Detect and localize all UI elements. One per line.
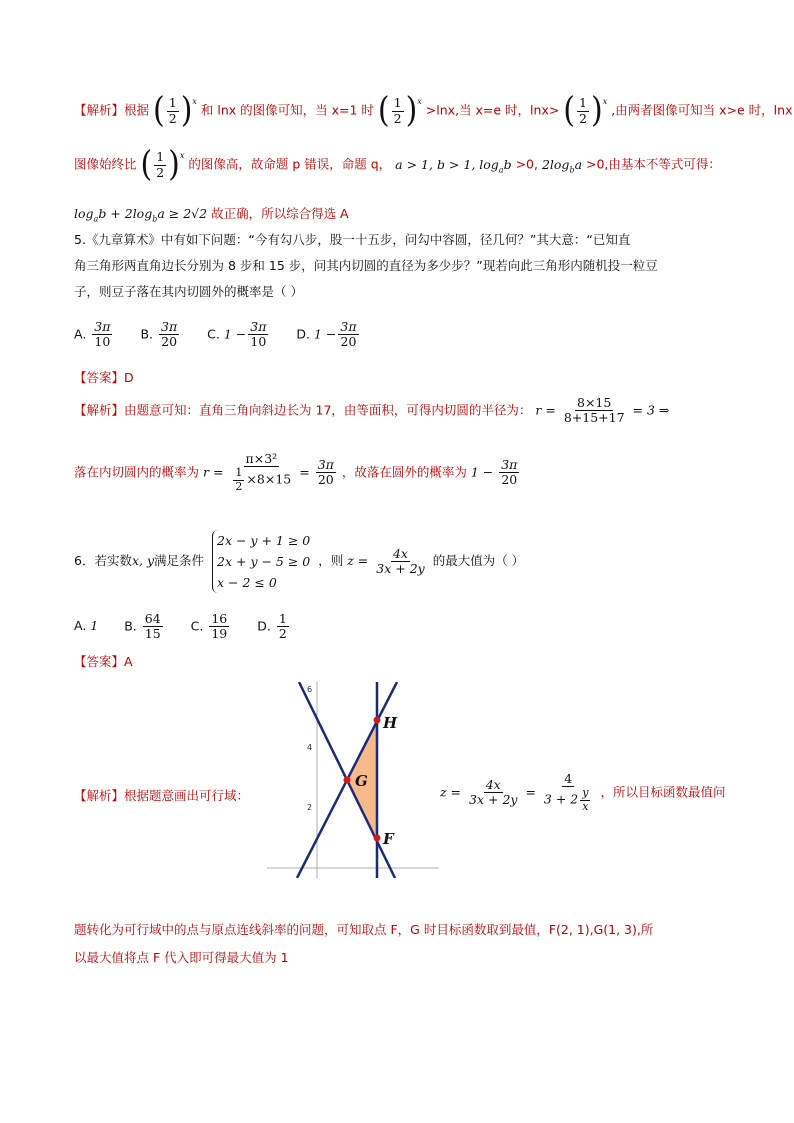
fraction: $\frac{3\pi}{20}$ xyxy=(501,456,518,488)
q6-stem xyxy=(74,530,524,593)
q6-answer xyxy=(74,652,133,670)
text: >lnx,当 x=e 时，lnx> xyxy=(425,102,560,118)
math-expr: r = xyxy=(535,402,556,418)
q6-objective-transform xyxy=(440,772,725,814)
half-power-x: ( $\frac{1}{2}$ ) x xyxy=(563,90,608,131)
text: >0,由基本不等式可得： xyxy=(582,156,721,172)
q5-solution-2 xyxy=(74,452,521,494)
q5-options xyxy=(74,320,383,350)
q5-solution-1 xyxy=(74,396,669,426)
y-tick-4: 4 xyxy=(307,743,313,752)
math-expr: 1 − xyxy=(470,464,494,480)
answer-tag: 【答案】 xyxy=(74,370,125,385)
q6-option-a[interactable]: A. 1 xyxy=(74,618,99,634)
text: ，所以目标函数最值问 xyxy=(600,784,726,800)
solution-line-3 xyxy=(74,204,349,224)
label-h: H xyxy=(383,714,398,732)
math-expr: $2\log_ba$ xyxy=(541,156,583,174)
q5-option-b[interactable]: B. $\frac{3\pi}{20}$ xyxy=(140,319,178,350)
answer-value: D xyxy=(124,370,134,385)
text: 图像始终比 xyxy=(74,156,137,172)
half-power-x: ( $\frac{1}{2}$ ) x xyxy=(140,144,185,185)
math-expr: = 3 ⇒ xyxy=(632,402,670,418)
math-expr: $\log_ab + 2\log_ba \ge 2√2$ xyxy=(74,206,208,224)
text: 的最大值为（ ） xyxy=(432,553,525,568)
math-expr: r = xyxy=(203,464,224,480)
q5-stem-1: 5.《九章算术》中有如下问题：“今有勾八步，股一十五步，问勾中容圆，径几何？”其大意：“已知直 xyxy=(74,232,631,247)
text: ，则 xyxy=(318,553,344,568)
text: 6．若实数 xyxy=(74,553,132,568)
solution-tag: 【解析】 xyxy=(74,788,125,803)
fraction: $\frac{4x}{3x + 2y}$ xyxy=(469,776,518,808)
solution-tag: 【解析】 xyxy=(74,402,125,418)
text: 根据 xyxy=(124,102,150,118)
text: 和 lnx 的图像可知，当 x=1 时 xyxy=(200,102,374,118)
math-expr: = xyxy=(299,464,310,480)
feasible-region-graph xyxy=(267,682,439,878)
q6-option-d[interactable]: D. $\frac{1}{2}$ xyxy=(257,611,287,642)
half-power-x: ( $\frac{1}{2}$ ) x xyxy=(377,90,422,131)
q6-solution-3: 题转化为可行域中的点与原点连线斜率的问题，可知取点 F，G 时目标函数取到最值，F(2, 1),G(1, 3),所 xyxy=(74,922,654,937)
answer-value: A xyxy=(124,654,133,669)
q5-option-c[interactable]: C. 1 − $\frac{3\pi}{10}$ xyxy=(207,319,267,350)
text: 落在内切圆内的概率为 xyxy=(74,464,200,480)
fraction: 4 3 + 2 $\frac{y}{x}$ xyxy=(543,771,589,814)
point-h xyxy=(374,717,381,724)
point-f xyxy=(374,835,381,842)
q5-option-d[interactable]: D. 1 − $\frac{3\pi}{20}$ xyxy=(296,319,357,350)
y-tick-6: 6 xyxy=(307,685,313,694)
q6-option-c[interactable]: C. $\frac{16}{19}$ xyxy=(190,611,228,642)
solution-tag: 【解析】 xyxy=(74,102,125,118)
q5-answer xyxy=(74,368,134,386)
math-expr: z = xyxy=(347,553,369,568)
q6-solution-1 xyxy=(74,786,249,804)
text: ,由两者图像可知当 x>e 时，lnx xyxy=(611,102,793,118)
fraction: $\frac{3\pi}{20}$ xyxy=(317,456,334,488)
q5-stem-2: 角三角形两直角边长分别为 8 步和 15 步，问其内切圆的直径为多少步？”现若向此三角形内随机投一粒豆 xyxy=(74,258,658,273)
math-expr: a > 1, b > 1, $\log_ab$ xyxy=(395,156,512,174)
text: ，故落在圆外的概率为 xyxy=(341,464,467,480)
q6-solution-4: 以最大值将点 F 代入即可得最大值为 1 xyxy=(74,950,289,965)
fraction: $\frac{8\times 15}{8+15+17}$ xyxy=(563,395,625,426)
q6-option-b[interactable]: B. $\frac{64}{15}$ xyxy=(124,611,161,642)
half-power-x: ( $\frac{1}{2}$ ) x xyxy=(153,90,197,131)
answer-tag: 【答案】 xyxy=(74,654,125,669)
label-g: G xyxy=(355,772,368,790)
math-expr: z = xyxy=(440,784,462,800)
solution-line-1 xyxy=(74,90,793,131)
q5-option-a[interactable]: A. $\frac{3\pi}{10}$ xyxy=(74,319,111,350)
q5-stem-3: 子，则豆子落在其内切圆外的概率是（ ） xyxy=(74,284,303,299)
text: 故正确，所以综合得选 A xyxy=(211,206,349,221)
label-f: F xyxy=(383,830,394,848)
text: 由题意可知：直角三角向斜边长为 17，由等面积，可得内切圆的半径为： xyxy=(124,402,532,418)
text: 满足条件 xyxy=(154,553,205,568)
text: 的图像高，故命题 p 错误，命题 q， xyxy=(188,156,392,172)
fraction: $\frac{4x}{3x + 2y}$ xyxy=(376,545,425,576)
text: 根据题意画出可行域： xyxy=(124,788,250,803)
solution-line-2 xyxy=(74,144,721,185)
y-tick-2: 2 xyxy=(307,803,313,812)
math-expr: = xyxy=(525,784,536,800)
q6-options xyxy=(74,612,313,642)
math-expr: x, y xyxy=(131,553,155,568)
constraint-system: 2x − y + 1 ≥ 0 2x + y − 5 ≥ 0 x − 2 ≤ 0 xyxy=(212,530,310,593)
point-g xyxy=(344,777,351,784)
text: >0, xyxy=(511,156,542,172)
fraction: π×3² $\frac{1}{2}$ ×8×15 xyxy=(235,451,292,494)
